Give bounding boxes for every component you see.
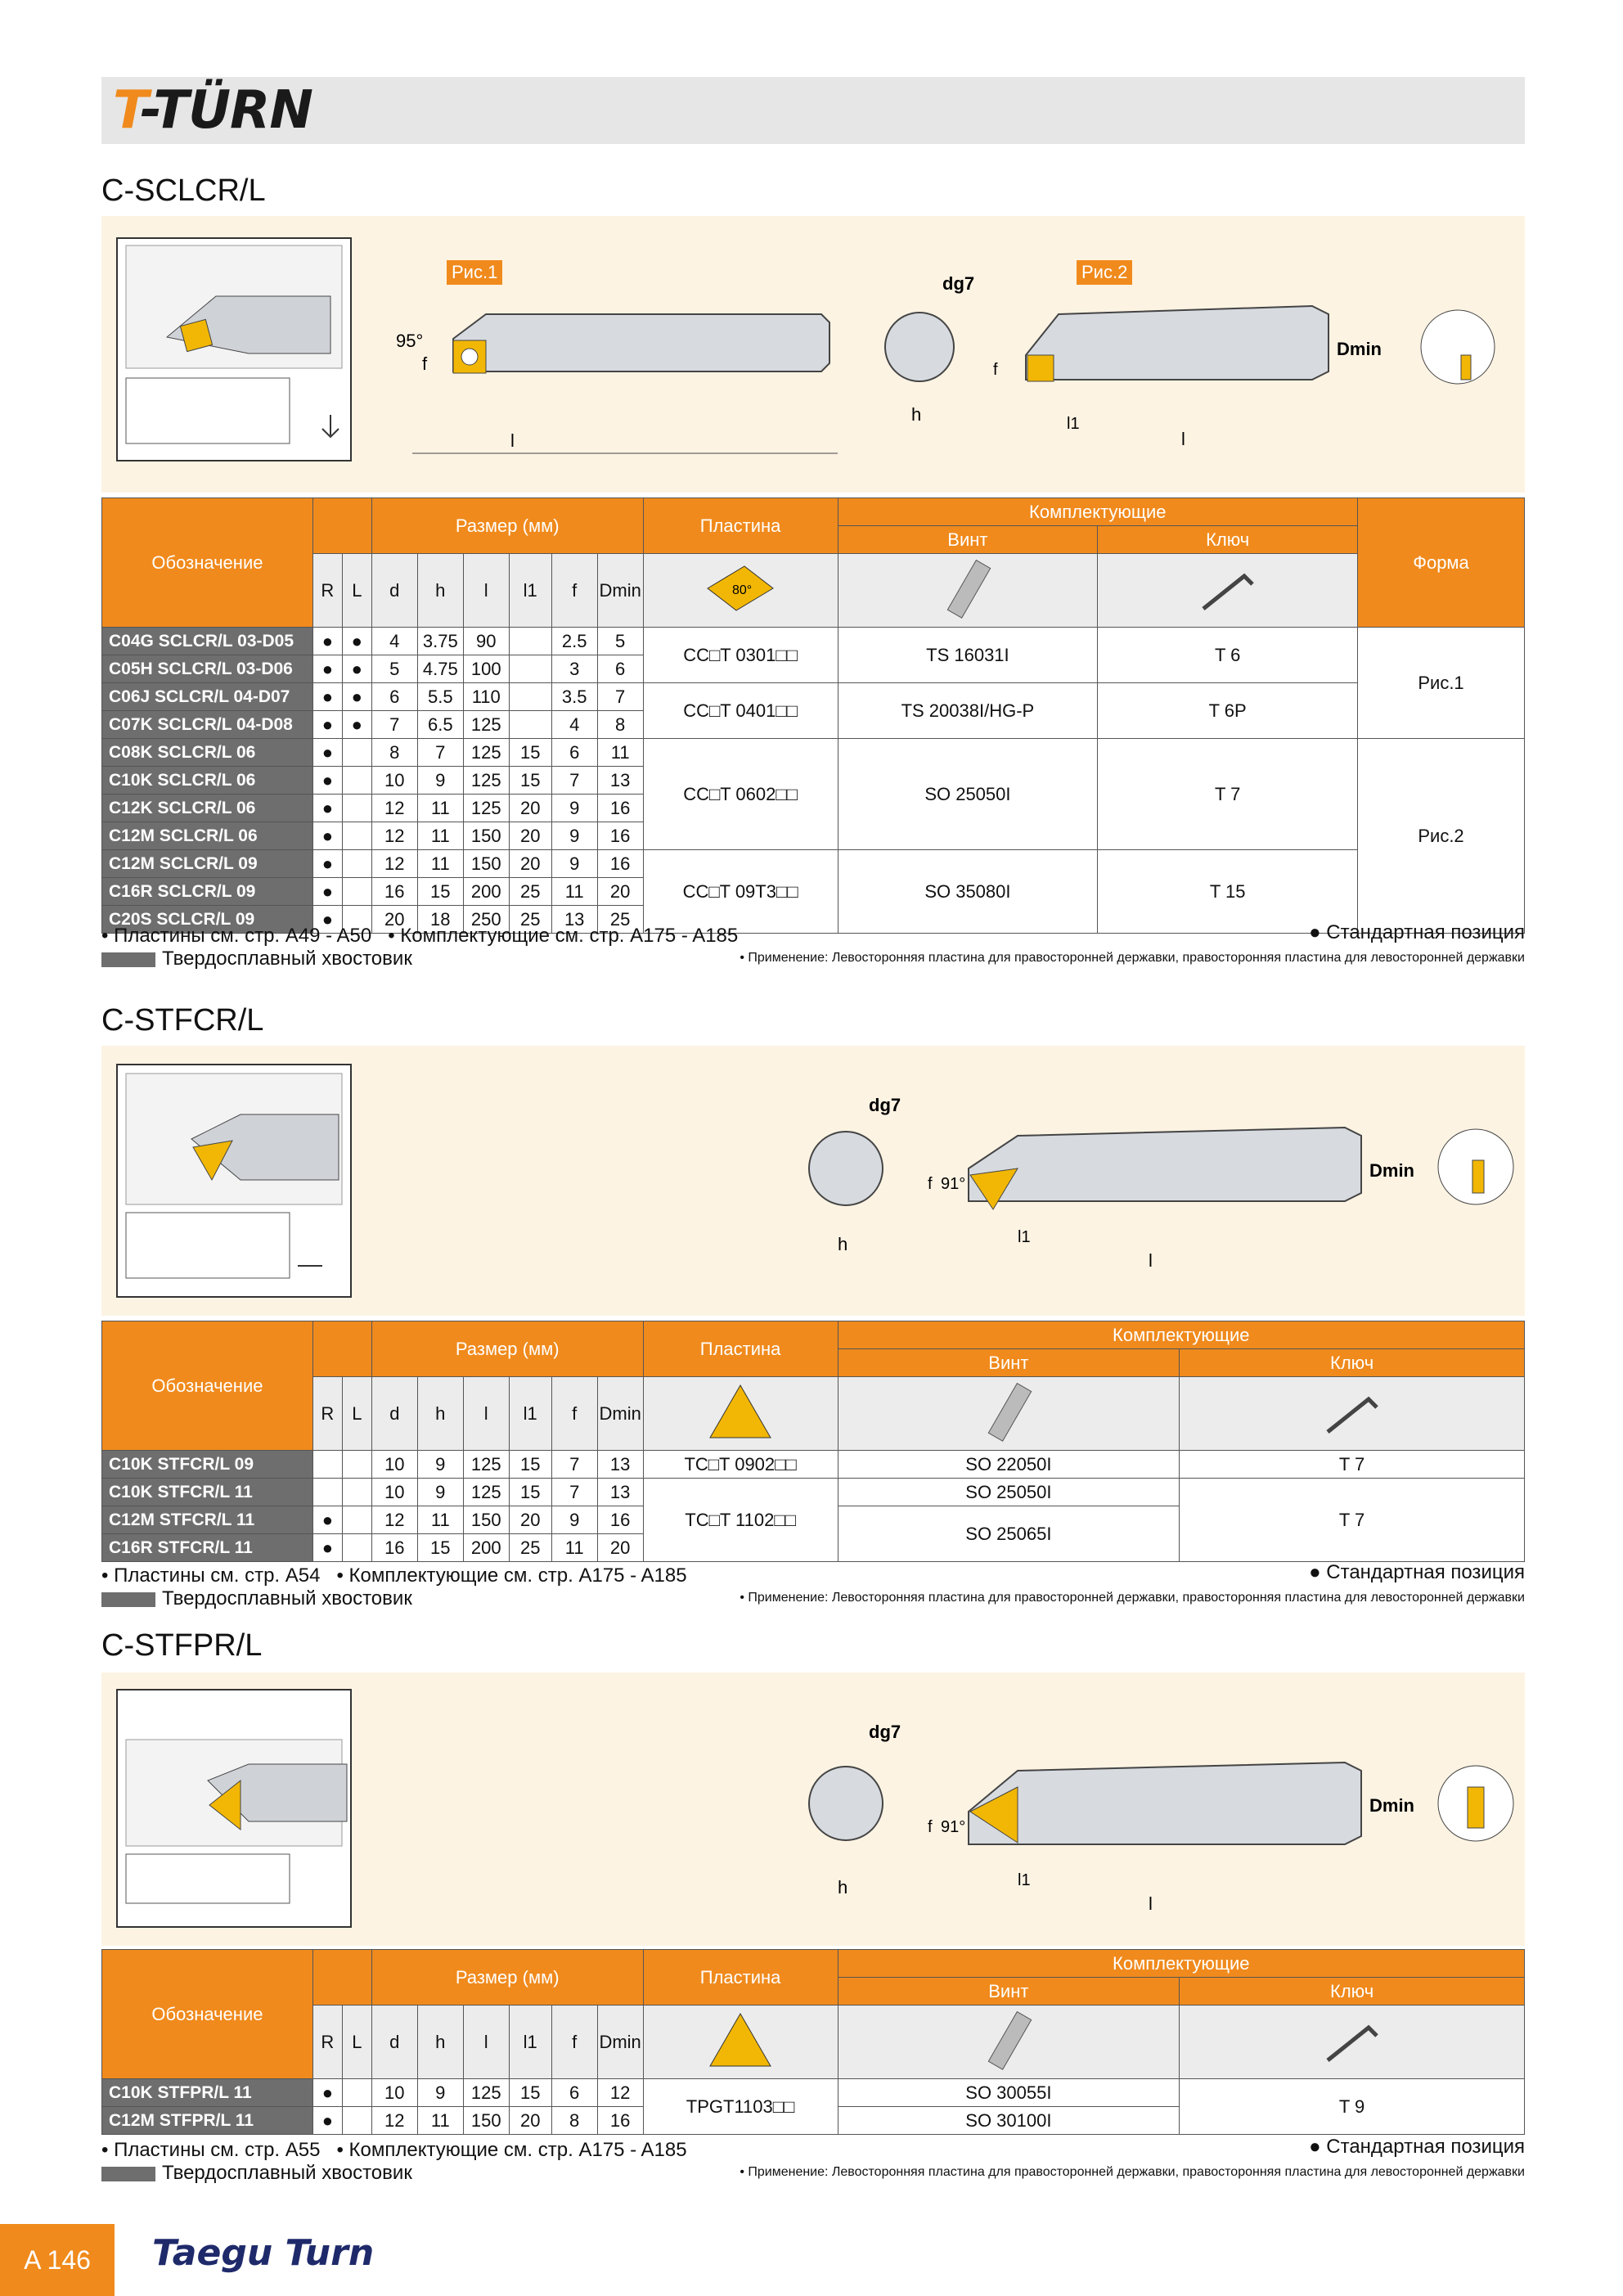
spec-table: Обозначение Размер (мм) Пластина Комплектующие Винт Ключ R L d h l l1 f Dmin C10K STFCR/L 09 10 9 125 15 7 13 TC□T 0902□□ SO 22050I T 7 C10K STFCR/L 11 10 9 125 15 7 13 TC□T 1102□□ SO 25050I T 7 C12M STFCR/L 11 ● 12 11 150 20 9 16 SO 25065I C16R STFCR/L 11 ● 16 15 200 25 11 20 — [101, 1321, 1525, 1562]
value-cell: 6 — [371, 683, 417, 711]
col-screw: Винт — [838, 526, 1098, 554]
value-cell: 5 — [597, 628, 643, 655]
designation-cell: C06J SCLCR/L 04-D07 — [102, 683, 313, 711]
designation-cell: C12M STFCR/L 11 — [102, 1506, 313, 1534]
value-cell — [509, 711, 551, 739]
value-cell — [342, 1534, 371, 1562]
designation-cell: C20S SCLCR/L 09 — [102, 906, 313, 934]
value-cell: 12 — [371, 795, 417, 822]
carbide-marker — [101, 952, 155, 967]
value-cell: 250 — [463, 906, 509, 934]
svg-text:91°: 91° — [941, 1818, 966, 1836]
value-cell: 125 — [463, 1479, 509, 1506]
figure-label: Рис.2 — [1077, 260, 1132, 285]
screw-icon — [838, 1377, 1180, 1451]
designation-cell: C05H SCLCR/L 03-D06 — [102, 655, 313, 683]
value-cell: 6 — [597, 655, 643, 683]
value-cell — [342, 878, 371, 906]
value-cell: 25 — [509, 1534, 551, 1562]
boring-sketch-icon — [118, 1690, 350, 1926]
value-cell — [342, 2079, 371, 2107]
svg-text:l: l — [510, 430, 515, 451]
insert-triangle-icon — [643, 2006, 838, 2079]
value-cell: 8 — [597, 711, 643, 739]
value-cell: 11 — [551, 1534, 597, 1562]
insert-cell: TPGT1103□□ — [643, 2079, 838, 2135]
value-cell: 11 — [417, 850, 463, 878]
value-cell: 9 — [417, 1451, 463, 1479]
value-cell: 16 — [597, 822, 643, 850]
value-cell: ● — [312, 795, 342, 822]
table-row — [102, 683, 1525, 711]
figure-label: Рис.1 — [447, 260, 502, 285]
svg-text:95°: 95° — [396, 331, 424, 351]
col-size: Размер (мм) — [371, 1321, 643, 1377]
value-cell: 3.75 — [417, 628, 463, 655]
value-cell — [509, 628, 551, 655]
table-row — [102, 1479, 1525, 1506]
value-cell: 10 — [371, 1451, 417, 1479]
value-cell: 200 — [463, 878, 509, 906]
insert-rhombus-icon — [643, 554, 838, 628]
value-cell: ● — [312, 683, 342, 711]
value-cell: 125 — [463, 1451, 509, 1479]
screw-icon — [838, 2006, 1180, 2079]
value-cell — [342, 2107, 371, 2135]
value-cell: 9 — [551, 795, 597, 822]
section-title: C-STFCR/L — [101, 1003, 264, 1038]
col-size: Размер (мм) — [371, 1950, 643, 2006]
value-cell: 12 — [371, 2107, 417, 2135]
col-insert: Пластина — [643, 498, 838, 554]
header-bar — [101, 77, 1525, 144]
value-cell: 25 — [509, 906, 551, 934]
value-cell: 15 — [417, 1534, 463, 1562]
value-cell: 3 — [551, 655, 597, 683]
svg-text:f: f — [928, 1175, 933, 1193]
value-cell: 16 — [597, 795, 643, 822]
value-cell — [509, 683, 551, 711]
col-key: Ключ — [1180, 1978, 1525, 2006]
value-cell: 11 — [597, 739, 643, 767]
value-cell: 15 — [509, 767, 551, 795]
value-cell: 11 — [417, 1506, 463, 1534]
value-cell: 9 — [551, 850, 597, 878]
col-size: Размер (мм) — [371, 498, 643, 554]
value-cell: 15 — [509, 739, 551, 767]
value-cell: 150 — [463, 822, 509, 850]
value-cell: 16 — [597, 1506, 643, 1534]
value-cell: 150 — [463, 1506, 509, 1534]
value-cell — [342, 1506, 371, 1534]
table-row — [102, 739, 1525, 767]
designation-cell: C12K SCLCR/L 06 — [102, 795, 313, 822]
value-cell: 9 — [417, 2079, 463, 2107]
svg-text:h: h — [838, 1877, 848, 1898]
value-cell: 16 — [597, 2107, 643, 2135]
key-cell: T 7 — [1180, 1451, 1525, 1479]
screw-cell: SO 25065I — [838, 1506, 1180, 1562]
value-cell: ● — [312, 2107, 342, 2135]
svg-text:Dmin: Dmin — [1369, 1795, 1414, 1816]
value-cell: 4.75 — [417, 655, 463, 683]
insert-cell: CC□T 0401□□ — [643, 683, 838, 739]
value-cell: 6 — [551, 739, 597, 767]
value-cell: ● — [342, 628, 371, 655]
drawing-panel — [101, 1672, 1525, 1946]
value-cell: 11 — [551, 878, 597, 906]
screw-cell: SO 30100I — [838, 2107, 1180, 2135]
value-cell: 12 — [371, 850, 417, 878]
designation-cell: C12M SCLCR/L 09 — [102, 850, 313, 878]
svg-text:dg7: dg7 — [869, 1095, 901, 1115]
value-cell: 8 — [551, 2107, 597, 2135]
designation-cell: C10K STFCR/L 11 — [102, 1479, 313, 1506]
form-cell: Рис.2 — [1358, 739, 1525, 934]
brand-footer: Taegu Turn — [152, 2232, 375, 2274]
value-cell: 10 — [371, 767, 417, 795]
designation-cell: C08K SCLCR/L 06 — [102, 739, 313, 767]
value-cell: ● — [312, 1506, 342, 1534]
application-sketch — [116, 1064, 352, 1298]
value-cell: 10 — [371, 2079, 417, 2107]
svg-text:Dmin: Dmin — [1337, 339, 1382, 359]
holder-drawing-icon — [772, 1705, 1525, 1926]
value-cell: 125 — [463, 739, 509, 767]
screw-cell: SO 35080I — [838, 850, 1098, 934]
value-cell: ● — [312, 822, 342, 850]
svg-text:h: h — [911, 404, 922, 425]
value-cell: 90 — [463, 628, 509, 655]
value-cell — [342, 1479, 371, 1506]
value-cell: 11 — [417, 822, 463, 850]
key-cell: T 9 — [1180, 2079, 1525, 2135]
key-cell: T 15 — [1098, 850, 1358, 934]
insert-cell: TC□T 1102□□ — [643, 1479, 838, 1562]
value-cell: 7 — [597, 683, 643, 711]
designation-cell: C04G SCLCR/L 03-D05 — [102, 628, 313, 655]
col-parts: Комплектующие — [838, 1321, 1524, 1349]
value-cell: 16 — [371, 878, 417, 906]
value-cell: 125 — [463, 711, 509, 739]
value-cell: ● — [312, 655, 342, 683]
designation-cell: C10K STFPR/L 11 — [102, 2079, 313, 2107]
col-designation: Обозначение — [102, 1950, 313, 2079]
application-sketch — [116, 237, 352, 461]
svg-text:91°: 91° — [941, 1175, 966, 1193]
value-cell — [342, 822, 371, 850]
drawing-panel — [101, 216, 1525, 493]
value-cell: 25 — [597, 906, 643, 934]
screw-cell: SO 25050I — [838, 1479, 1180, 1506]
screw-cell: TS 20038I/HG-P — [838, 683, 1098, 739]
value-cell: 13 — [551, 906, 597, 934]
value-cell: 5 — [371, 655, 417, 683]
value-cell: 20 — [509, 822, 551, 850]
col-key: Ключ — [1098, 526, 1358, 554]
value-cell: 20 — [509, 2107, 551, 2135]
value-cell: 125 — [463, 2079, 509, 2107]
table-row — [102, 850, 1525, 878]
value-cell: 4 — [371, 628, 417, 655]
value-cell — [342, 767, 371, 795]
value-cell — [342, 850, 371, 878]
col-designation: Обозначение — [102, 1321, 313, 1451]
value-cell: ● — [312, 906, 342, 934]
screw-cell: SO 25050I — [838, 739, 1098, 850]
value-cell: 6 — [551, 2079, 597, 2107]
value-cell: ● — [312, 739, 342, 767]
value-cell: 11 — [417, 795, 463, 822]
value-cell — [342, 795, 371, 822]
application-sketch — [116, 1689, 352, 1928]
value-cell: 7 — [417, 739, 463, 767]
key-icon — [1180, 2006, 1525, 2079]
value-cell: 11 — [417, 2107, 463, 2135]
value-cell: 7 — [551, 767, 597, 795]
value-cell: ● — [312, 850, 342, 878]
notes-left: • Пластины см. стр. A49 - A50 • Комплектующие см. стр. A175 - A185 Твердосплавный хвостовик — [101, 925, 739, 970]
value-cell: ● — [312, 767, 342, 795]
holder-drawing-fig2-icon — [870, 265, 1525, 461]
value-cell: 20 — [509, 795, 551, 822]
value-cell: 200 — [463, 1534, 509, 1562]
notes-left: • Пластины см. стр. A54 • Комплектующие см. стр. A175 - A185 Твердосплавный хвостовик — [101, 1564, 687, 1609]
value-cell: ● — [312, 628, 342, 655]
svg-text:Dmin: Dmin — [1369, 1160, 1414, 1181]
value-cell: 16 — [371, 1534, 417, 1562]
value-cell: 12 — [371, 822, 417, 850]
value-cell: 20 — [509, 1506, 551, 1534]
value-cell: ● — [342, 655, 371, 683]
svg-text:l1: l1 — [1018, 1871, 1031, 1889]
brand-logo: T-TÜRN — [113, 80, 312, 141]
value-cell: ● — [312, 2079, 342, 2107]
value-cell: 9 — [417, 1479, 463, 1506]
value-cell: 9 — [417, 767, 463, 795]
value-cell: 20 — [597, 878, 643, 906]
svg-text:80°: 80° — [732, 583, 753, 597]
svg-text:l: l — [1149, 1250, 1153, 1271]
value-cell: 20 — [597, 1534, 643, 1562]
value-cell: ● — [342, 711, 371, 739]
col-designation: Обозначение — [102, 498, 313, 628]
value-cell: ● — [312, 1534, 342, 1562]
insert-cell: CC□T 09T3□□ — [643, 850, 838, 934]
col-key: Ключ — [1180, 1349, 1525, 1377]
notes-left: • Пластины см. стр. A55 • Комплектующие см. стр. A175 - A185 Твердосплавный хвостовик — [101, 2139, 687, 2184]
drawing-panel — [101, 1046, 1525, 1316]
value-cell: 7 — [551, 1451, 597, 1479]
value-cell: 18 — [417, 906, 463, 934]
value-cell: 15 — [509, 1451, 551, 1479]
value-cell: ● — [312, 711, 342, 739]
value-cell: 9 — [551, 822, 597, 850]
svg-text:l: l — [1181, 429, 1185, 449]
notes-right: ● Стандартная позиция • Применение: Левосторонняя пластина для правосторонней державки, правосторонняя пластина для левосторонней державки — [740, 1561, 1525, 1605]
value-cell: 20 — [371, 906, 417, 934]
value-cell: ● — [312, 878, 342, 906]
page-number: A 146 — [0, 2224, 115, 2296]
value-cell — [509, 655, 551, 683]
insert-cell: CC□T 0301□□ — [643, 628, 838, 683]
col-parts: Комплектующие — [838, 1950, 1524, 1978]
insert-triangle-icon — [643, 1377, 838, 1451]
table-row — [102, 1451, 1525, 1479]
value-cell: 7 — [371, 711, 417, 739]
value-cell: 8 — [371, 739, 417, 767]
screw-cell: TS 16031I — [838, 628, 1098, 683]
value-cell — [312, 1451, 342, 1479]
key-icon — [1180, 1377, 1525, 1451]
designation-cell: C07K SCLCR/L 04-D08 — [102, 711, 313, 739]
col-screw: Винт — [838, 1349, 1180, 1377]
col-form: Форма — [1358, 498, 1525, 628]
svg-text:h: h — [838, 1234, 848, 1254]
value-cell — [312, 1479, 342, 1506]
svg-text:dg7: dg7 — [942, 273, 975, 294]
designation-cell: C10K STFCR/L 09 — [102, 1451, 313, 1479]
screw-cell: SO 30055I — [838, 2079, 1180, 2107]
value-cell: 13 — [597, 1451, 643, 1479]
value-cell: 13 — [597, 1479, 643, 1506]
screw-cell: SO 22050I — [838, 1451, 1180, 1479]
boring-sketch-icon — [118, 239, 350, 460]
col-insert: Пластина — [643, 1321, 838, 1377]
col-parts: Комплектующие — [838, 498, 1358, 526]
svg-text:f: f — [422, 353, 428, 374]
value-cell: 125 — [463, 795, 509, 822]
svg-text:f: f — [993, 361, 998, 379]
value-cell: 150 — [463, 850, 509, 878]
designation-cell: C10K SCLCR/L 06 — [102, 767, 313, 795]
boring-sketch-icon — [118, 1065, 350, 1296]
insert-cell: TC□T 0902□□ — [643, 1451, 838, 1479]
value-cell: 150 — [463, 2107, 509, 2135]
value-cell: 15 — [417, 878, 463, 906]
spec-table: Обозначение Размер (мм) Пластина Комплектующие Винт Ключ R L d h l l1 f Dmin C10K STFPR/L 11 ● 10 9 125 15 6 12 TPGT1103□□ SO 30055I T 9 C12M STFPR/L 11 ● 12 11 150 20 8 16 SO 30100I — [101, 1949, 1525, 2135]
holder-drawing-icon — [772, 1078, 1525, 1291]
section-title: C-STFPR/L — [101, 1628, 263, 1663]
key-cell: T 7 — [1098, 739, 1358, 850]
value-cell — [342, 739, 371, 767]
value-cell: 15 — [509, 2079, 551, 2107]
value-cell: 2.5 — [551, 628, 597, 655]
carbide-marker — [101, 1592, 155, 1607]
spec-table: Обозначение Размер (мм) Пластина Комплектующие Форма Винт Ключ R L d h l l1 f Dmin 80° C04G SCLCR/L 03-D05 ● ● 4 3.75 90 2.5 5 CC□T 0301□□ TS 16031I T 6 Рис.1 C05H SCLCR/L 03-D06 ● ● 5 4.75 100 3 6 C06J SCLCR/L 04-D07 ● ● 6 5.5 110 3.5 7 CC□T 0401□□ TS 20038I/HG-P T 6P C07K SCLCR/L 04-D08 ● ● 7 6.5 125 4 8 C08K SCLCR/L 06 ● 8 7 125 15 6 11 CC□T 0602□□ SO 25050I T 7 Рис.2 C10K SCLCR/L 06 ● 10 9 125 15 7 13 C12K SCLCR/L 06 ● 12 11 125 20 9 16 C12M SCLCR/L 06 ● 12 11 150 20 9 16 C12M SCLCR/L 09 ● 12 11 150 20 9 16 CC□T 09T3□□ SO 35080I T 15 C16R SCLCR/L 09 ● 16 15 200 25 11 20 C20S SCLCR/L 09 ● 20 18 250 25 13 25 — [101, 497, 1525, 934]
value-cell: 12 — [371, 1506, 417, 1534]
value-cell: 5.5 — [417, 683, 463, 711]
value-cell: 16 — [597, 850, 643, 878]
value-cell: ● — [342, 683, 371, 711]
value-cell: 125 — [463, 767, 509, 795]
key-cell: T 6 — [1098, 628, 1358, 683]
insert-cell: CC□T 0602□□ — [643, 739, 838, 850]
table-row — [102, 2079, 1525, 2107]
svg-text:l1: l1 — [1067, 415, 1080, 433]
carbide-marker — [101, 2167, 155, 2181]
value-cell: 3.5 — [551, 683, 597, 711]
value-cell — [342, 1451, 371, 1479]
value-cell: 100 — [463, 655, 509, 683]
table-row — [102, 628, 1525, 655]
value-cell: 7 — [551, 1479, 597, 1506]
col-insert: Пластина — [643, 1950, 838, 2006]
value-cell: 110 — [463, 683, 509, 711]
form-cell: Рис.1 — [1358, 628, 1525, 739]
svg-text:dg7: dg7 — [869, 1722, 901, 1742]
value-cell: 4 — [551, 711, 597, 739]
designation-cell: C16R SCLCR/L 09 — [102, 878, 313, 906]
key-icon — [1098, 554, 1358, 628]
value-cell: 12 — [597, 2079, 643, 2107]
value-cell: 25 — [509, 878, 551, 906]
notes-right: ● Стандартная позиция • Применение: Левосторонняя пластина для правосторонней державки, правосторонняя пластина для левосторонней державки — [740, 2136, 1525, 2179]
notes-right: ● Стандартная позиция • Применение: Левосторонняя пластина для правосторонней державки, правосторонняя пластина для левосторонней державки — [740, 921, 1525, 965]
value-cell: 10 — [371, 1479, 417, 1506]
key-cell: T 6P — [1098, 683, 1358, 739]
holder-drawing-fig1-icon — [363, 265, 936, 461]
col-screw: Винт — [838, 1978, 1180, 2006]
svg-text:l1: l1 — [1018, 1228, 1031, 1246]
screw-icon — [838, 554, 1098, 628]
svg-text:f: f — [928, 1818, 933, 1836]
section-title: C-SCLCR/L — [101, 173, 266, 208]
svg-text:l: l — [1149, 1893, 1153, 1914]
key-cell: T 7 — [1180, 1479, 1525, 1562]
value-cell: 15 — [509, 1479, 551, 1506]
value-cell: 6.5 — [417, 711, 463, 739]
value-cell: 9 — [551, 1506, 597, 1534]
designation-cell: C12M STFPR/L 11 — [102, 2107, 313, 2135]
value-cell: 20 — [509, 850, 551, 878]
designation-cell: C12M SCLCR/L 06 — [102, 822, 313, 850]
designation-cell: C16R STFCR/L 11 — [102, 1534, 313, 1562]
value-cell: 13 — [597, 767, 643, 795]
